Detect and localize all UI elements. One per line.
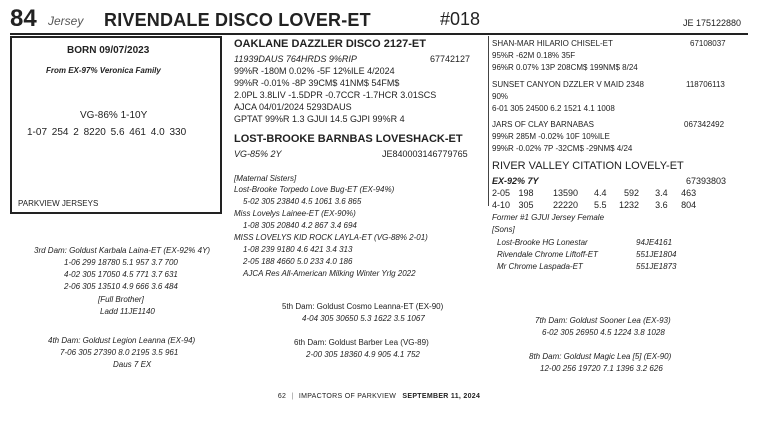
third-dam-record2: 4-02 305 17050 4.5 771 3.7 631 <box>64 270 178 279</box>
sire-line6: GPTAT 99%R 1.3 GJUI 14.5 GJPI 99%R 4 <box>234 114 405 124</box>
rec2-pro: 804 <box>681 200 697 210</box>
sister3-record2: 2-05 188 4660 5.0 233 4.0 186 <box>243 257 353 266</box>
rec1-days: 198 <box>518 188 534 198</box>
column-divider <box>488 36 489 206</box>
animal-name: RIVENDALE DISCO LOVER-ET <box>104 10 371 30</box>
sixth-dam-record: 2-00 305 18360 4.9 905 4.1 752 <box>306 350 420 359</box>
sister2-record: 1-08 305 20840 4.2 867 3.4 694 <box>243 221 357 230</box>
sire-line2: 99%R -180M 0.02% -5F 12%ILE 4/2024 <box>234 66 395 76</box>
rec2-days: 305 <box>518 200 534 210</box>
sire-line5: AJCA 04/01/2024 5293DAUS <box>234 102 352 112</box>
consignor: PARKVIEW JERSEYS <box>18 199 99 208</box>
third-dam-record3: 2-06 305 13510 4.9 666 3.6 484 <box>64 282 178 291</box>
footer <box>0 392 758 402</box>
sss-line2: 96%R 0.07% 13P 208CM$ 199NM$ 8/24 <box>492 63 638 72</box>
full-brother-name: Ladd 11JE1140 <box>100 307 155 316</box>
grand-dam-note: Former #1 GJUI Jersey Female <box>492 213 605 222</box>
fifth-dam-record: 4-04 305 30650 5.3 1622 3.5 1067 <box>302 314 425 323</box>
info-box <box>10 36 222 214</box>
header-rule <box>10 33 748 35</box>
breed-label: Jersey <box>48 14 84 28</box>
dam-name: LOST-BROOKE BARNBAS LOVESHACK-ET <box>234 133 463 145</box>
son3-code: 551JE1873 <box>636 262 677 271</box>
grand-dam-classification: EX-92% 7Y <box>492 176 539 186</box>
sale-date: SEPTEMBER 11, 2024 <box>402 393 481 400</box>
rec2-pro-pct: 3.6 <box>655 200 668 210</box>
son2-code: 551JE1804 <box>636 250 677 259</box>
maternal-sisters-header: [Maternal Sisters] <box>234 174 297 183</box>
family-note: From EX-97% Veronica Family <box>46 66 161 75</box>
rec2-fat: 1232 <box>619 200 640 210</box>
sire-line1: 11939DAUS 764HRDS 9%RIP <box>234 54 357 64</box>
seventh-dam-record: 6-02 305 26950 4.5 1224 3.8 1028 <box>542 328 665 337</box>
son1-code: 94JE4161 <box>636 238 673 247</box>
grand-dam-name: RIVER VALLEY CITATION LOVELY-ET <box>492 160 684 172</box>
sister2-name: Miss Lovelys Lainee-ET (EX-90%) <box>234 209 356 218</box>
page-number: 62 <box>277 393 287 400</box>
third-dam-name: 3rd Dam: Goldust Karbala Laina-ET (EX-92% 4Y) <box>34 246 211 255</box>
lot-number: 84 <box>10 5 37 32</box>
jars-name: JARS OF CLAY BARNABAS <box>492 120 594 129</box>
jars-reg: 067342492 <box>684 120 725 129</box>
sister3-name: MISS LOVELYS KID ROCK LAYLA-ET (VG-88% 2-01) <box>234 233 428 242</box>
jars-line1: 99%R 285M -0.02% 10F 10%ILE <box>492 132 610 141</box>
third-dam-record1: 1-06 299 18780 5.1 957 3.7 700 <box>64 258 178 267</box>
grand-dam-record1 <box>492 187 696 199</box>
born-date: BORN 09/07/2023 <box>67 45 150 56</box>
mgs-line1: 90% <box>492 92 509 101</box>
rec1-pro: 463 <box>681 188 697 198</box>
full-brother-header: [Full Brother] <box>98 295 144 304</box>
sister1-name: Lost-Brooke Torpedo Love Bug-ET (EX-94%) <box>234 185 395 194</box>
catalog-number: #018 <box>440 9 481 29</box>
registration-number: JE 175122880 <box>683 18 742 28</box>
sire-line3: 99%R -0.01% -8P 39CM$ 41NM$ 54FM$ <box>234 78 400 88</box>
fifth-dam-name: 5th Dam: Goldust Cosmo Leanna-ET (EX-90) <box>282 302 444 311</box>
sire-name: OAKLANE DAZZLER DISCO 2127-ET <box>234 38 426 50</box>
fourth-dam-record: 7-06 305 27390 8.0 2195 3.5 961 <box>60 348 179 357</box>
sss-line1: 95%R -62M 0.18% 35F <box>492 51 576 60</box>
son3-name: Mr Chrome Laspada-ET <box>497 262 583 271</box>
fourth-dam-name: 4th Dam: Goldust Legion Leanna (EX-94) <box>48 336 196 345</box>
sister3-record1: 1-08 239 9180 4.6 421 3.4 313 <box>243 245 353 254</box>
rec2-age: 4-10 <box>492 200 511 210</box>
mgs-name: SUNSET CANYON DZZLER V MAID 2348 <box>492 80 644 89</box>
rec1-pro-pct: 3.4 <box>655 188 668 198</box>
cow-classification: VG-86% 1-10Y <box>80 110 148 121</box>
rec2-milk: 22220 <box>553 200 579 210</box>
son2-name: Rivendale Chrome Liftoff-ET <box>497 250 598 259</box>
mgs-reg: 118706113 <box>686 80 725 89</box>
dam-reg: JE840003146779765 <box>382 149 468 159</box>
rec1-fat: 592 <box>624 188 640 198</box>
fourth-dam-note: Daus 7 EX <box>113 360 152 369</box>
cow-record: 1-07 254 2 8220 5.6 461 4.0 330 <box>27 127 187 138</box>
grand-dam-reg: 67393803 <box>686 176 727 186</box>
grand-dam-record2 <box>492 199 696 211</box>
jars-line2: 99%R -0.02% 7P -32CM$ -29NM$ 4/24 <box>492 144 633 153</box>
rec1-fat-pct: 4.4 <box>594 188 607 198</box>
sons-header: [Sons] <box>492 225 515 234</box>
catalog-title: IMPACTORS OF PARKVIEW <box>298 393 397 400</box>
sire-reg: 67742127 <box>430 54 471 64</box>
sister1-record: 5-02 305 23840 4.5 1061 3.6 865 <box>243 197 362 206</box>
sixth-dam-name: 6th Dam: Goldust Barber Lea (VG-89) <box>294 338 429 347</box>
seventh-dam-name: 7th Dam: Goldust Sooner Lea (EX-93) <box>535 316 671 325</box>
eighth-dam-record: 12-00 256 19720 7.1 1396 3.2 626 <box>540 364 663 373</box>
sss-reg: 67108037 <box>690 39 726 48</box>
footer-divider: | <box>291 393 294 400</box>
eighth-dam-name: 8th Dam: Goldust Magic Lea [5] (EX-90) <box>529 352 672 361</box>
son1-name: Lost-Brooke HG Lonestar <box>497 238 588 247</box>
sire-line4: 2.0PL 3.8LIV -1.5DPR -0.7CCR -1.7HCR 3.01SCS <box>234 90 437 100</box>
sss-name: SHAN-MAR HILARIO CHISEL-ET <box>492 39 613 48</box>
award-note: AJCA Res All-American Milking Winter Yrlg 2022 <box>243 269 416 278</box>
rec1-milk: 13590 <box>553 188 579 198</box>
rec2-fat-pct: 5.5 <box>594 200 607 210</box>
dam-classification: VG-85% 2Y <box>234 149 282 159</box>
mgs-line2: 6-01 305 24500 6.2 1521 4.1 1008 <box>492 104 615 113</box>
rec1-age: 2-05 <box>492 188 511 198</box>
